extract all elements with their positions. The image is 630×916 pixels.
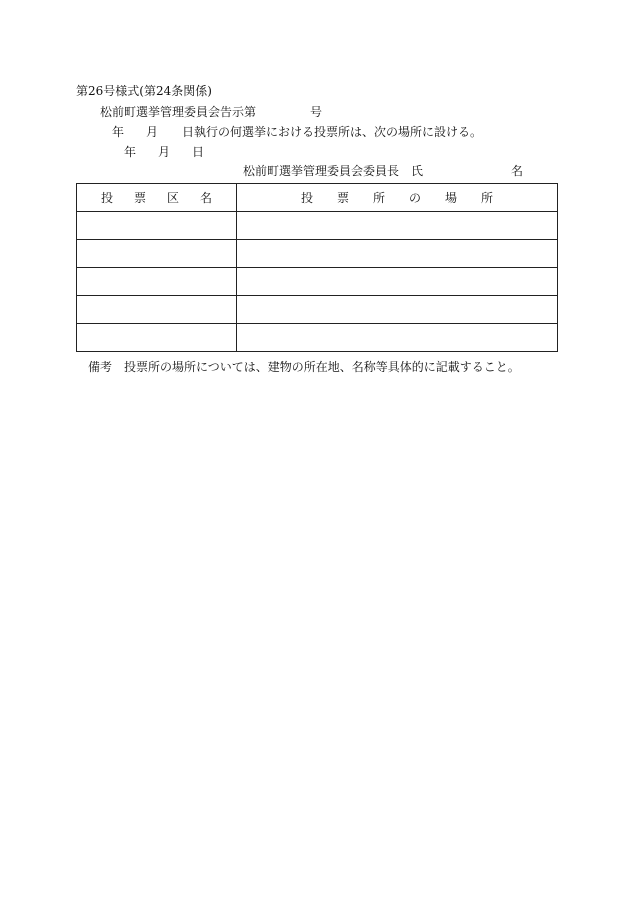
polling-place-cell[interactable]	[237, 296, 558, 324]
district-name-cell[interactable]	[77, 268, 237, 296]
signature-line	[243, 162, 523, 179]
table-row	[77, 324, 558, 352]
polling-place-cell[interactable]	[237, 324, 558, 352]
notice-title: 松前町選挙管理委員会告示第	[100, 105, 257, 119]
district-name-cell[interactable]	[77, 240, 237, 268]
polling-place-cell[interactable]	[237, 268, 558, 296]
statement-month-label: 月	[146, 125, 159, 139]
chair-label: 松前町選挙管理委員会委員長	[243, 164, 400, 178]
date-month-label: 月	[158, 145, 171, 159]
notice-line	[100, 103, 322, 120]
table-row	[77, 240, 558, 268]
polling-place-cell[interactable]	[237, 240, 558, 268]
statement-text: 日執行の何選挙における投票所は、次の場所に設ける。	[182, 125, 483, 139]
district-name-cell[interactable]	[77, 212, 237, 240]
remark-text: 投票所の場所については、建物の所在地、名称等具体的に記載すること。	[124, 360, 520, 374]
form-number: 第26号様式(第24条関係)	[76, 84, 212, 98]
table-row	[77, 212, 558, 240]
family-name-label: 氏	[411, 164, 424, 178]
header-polling-place: 投票所の場所	[237, 184, 558, 212]
table-header-row	[77, 184, 558, 212]
district-name-cell[interactable]	[77, 296, 237, 324]
date-line	[124, 143, 204, 160]
table-row	[77, 296, 558, 324]
header-district-name: 投票区名	[77, 184, 237, 212]
polling-place-cell[interactable]	[237, 212, 558, 240]
polling-place-table	[76, 183, 558, 352]
date-year-label: 年	[124, 145, 137, 159]
statement-line	[112, 123, 482, 140]
statement-year-label: 年	[112, 125, 125, 139]
district-name-cell[interactable]	[77, 324, 237, 352]
remark-line	[88, 358, 520, 375]
remark-label: 備考	[88, 360, 113, 374]
notice-number-suffix: 号	[310, 105, 323, 119]
date-day-label: 日	[192, 145, 205, 159]
given-name-label: 名	[511, 164, 524, 178]
table-row	[77, 268, 558, 296]
